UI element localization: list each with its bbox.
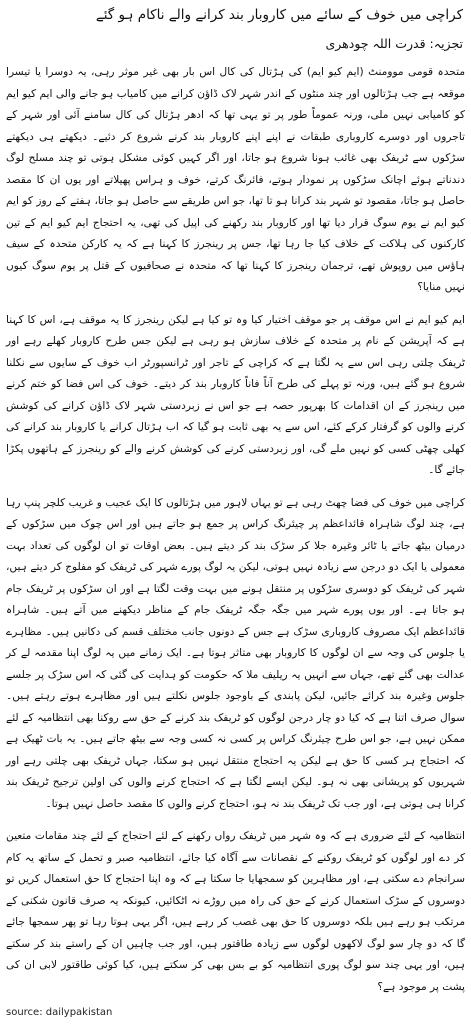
source-credit: source: dailypakistan [6, 1007, 113, 1018]
article [6, 4, 465, 1009]
article-paragraph-2: ایم کیو ایم نے اس موقف پر جو موقف اختیار کیا وہ تو کیا ہے لیکن رینجرز کا یہ موقف ہے، اس کا کہنا ہے کہ آپریشن کے نام پر متحدہ کے خلاف سازش ہو رہی ہے لیکن جس طرح کاروبار کھلے رہے اور ٹریفک چلتی رہی اس سے یہ لگتا ہے کہ کراچی کے تاجر اور ٹرانسپورٹر اب خوف کے سایوں سے نکلنا شروع ہو گئے ہیں، ورنہ تو پہلے کی طرح آناً فاناً کاروبار بند کر دیتے۔ خوف کی اس فضا کو ختم کرنے میں رینجرز کے ان اقدامات کا بھرپور حصہ ہے جو اس نے زبردستی شہر لاک ڈاؤن کرانے کی کوشش کرنے والوں کو گرفتار کرکے کئے، اس سے یہ بھی ثابت ہو گیا کہ اب ہڑتال کرانے یا کاروبار بند کرانے کی کھلی چھٹی کسی کو نہیں ملے گی، اور زبردستی کرنے کی کوشش کرنے والے کو رینجرز کے ہاتھوں پکڑا جائے گا۔ [6, 313, 465, 476]
article-paragraph-1: متحدہ قومی موومنٹ (ایم کیو ایم) کی ہڑتال کی کال اس بار بھی غیر موثر رہی، یہ دوسرا یا تیسرا موقعہ ہے جب ہڑتالوں اور چند منٹوں کے اندر شہر لاک ڈاؤن کرانے میں کامیاب ہو جانے والی ایم کیو ایم کو کامیابی نہیں ملی، ورنہ عموماً طور پر تو یہی تھا کہ ادھر ہڑتال کی کال سامنے آئی اور شہر کے تاجروں اور دوسرے کاروباری طبقات نے اپنے اپنے کاروبار بند کرنے شروع کر دئیے۔ دیکھتے ہی دیکھتے سڑکوں سے ٹریفک بھی غائب ہونا شروع ہو جاتا، اور اگر کہیں کوئی مشکل ہوتی تو چند مسلح لوگ دندناتے ہوئے اچانک سڑکوں پر نمودار ہوتے، فائرنگ کرتے، خوف و ہراس پھیلاتے اور یوں ان کا مقصد حاصل ہو جاتا، مقصود تو شہر بند کرانا ہو تا تھا، جو اس طریقے سے حاصل ہو جاتا، ہفتے کے روز کو ایم کیو ایم نے یوم سوگ قرار دیا تھا اور کاروبار بند رکھنے کی اپیل کی تھی، یہ احتجاج ایم کیو ایم کے تین کارکنوں کی ہلاکت کے خلاف کیا جا رہا تھا، جس پر رینجرز کا کہنا ہے کہ یہ کارکن متحدہ کے سیف ہاؤس میں روپوش تھے، ترجمان رینجرز کا کہنا تھا کہ متحدہ نے صحافیوں کے قتل پر یوم سوگ کیوں نہیں منایا؟ [6, 66, 465, 293]
article-paragraph-4: انتظامیہ کے لئے ضروری ہے کہ وہ شہر میں ٹریفک رواں رکھنے کے لئے احتجاج کے لئے چند مقامات متعین کر دے اور لوگوں کو ٹریفک روکنے کے نقصانات سے آگاہ کیا جائے، انتظامیہ صبر و تحمل کے ساتھ یہ کام سرانجام دے سکتی ہے، اور مظاہرین کو سمجھایا جا سکتا ہے کہ وہ اپنا احتجاج کا حق استعمال کریں تو دوسروں کے سڑک استعمال کرنے کے حق کی راہ میں روڑے نہ اٹکائیں، کیونکہ یہ صرف قانون شکنی کے مرتکب ہو رہے ہیں بلکہ دوسروں کا حق بھی غصب کر رہے ہیں، اگر یہی ہوتا رہا تو پھر سمجھا جائے گا کہ دو چار سو لوگ لاکھوں لوگوں سے زیادہ طاقتور ہیں، اور جب چاہیں ان کے راستے بند کر سکتے ہیں، اور یہی چند سو لوگ پوری انتظامیہ کو بے بس بھی کر سکتے ہیں، کیا کوئی طاقتور لابی ان کی پشت پر موجود ہے؟ [6, 830, 465, 993]
article-paragraph-3: کراچی میں خوف کی فضا چھٹ رہی ہے تو یہاں لاہور میں ہڑتالوں کا ایک عجیب و غریب کلچر پنپ رہا ہے، چند لوگ شاہراہ قائداعظم پر چیئرنگ کراس پر جمع ہو جاتے ہیں اور اس چوک میں سڑکوں کے درمیان بیٹھ جاتے یا ٹائر وغیرہ جلا کر سڑک بند کر دیتے ہیں۔ بعض اوقات تو ان لوگوں کی تعداد بہت معمولی یا ایک دو درجن سے زیادہ نہیں ہوتی، لیکن یہ لوگ پورے شہر کی ٹریفک کو مفلوج کر دیتے ہیں، شہر کی ٹریفک کو دوسری سڑکوں پر منتقل ہونے میں بہت وقت لگتا ہے اور ان سڑکوں پر ٹریفک جام ہو جاتا ہے۔ اور یوں پورے شہر میں جگہ جگہ ٹریفک جام کے مناظر دیکھنے میں آتے ہیں۔ شاہراہ قائداعظم ایک مصروف کاروباری سڑک ہے جس کے دونوں جانب مختلف قسم کی دکانیں ہیں۔ مظاہرے یا جلوس کی وجہ سے ان لوگوں کا کاروبار بھی متاثر ہوتا ہے۔ ایک زمانے میں یہ لوگ اپنا مقدمہ لے کر عدالت بھی گئے تھے، جہاں سے انہیں یہ ریلیف ملا کہ حکومت کو ہدایت کی گئی کہ اس سڑک پر جلسے جلوس وغیرہ بند کرائے جائیں، لیکن پابندی کے باوجود جلوس نکلتے ہیں اور مظاہرے ہوتے رہتے ہیں۔ سوال صرف اتنا ہے کہ کیا دو چار درجن لوگوں کو ٹریفک بند کرنے کے حق سے روکنا بھی انتظامیہ کے لئے ممکن نہیں ہے، جو اس طرح چیئرنگ کراس پر کسی نہ کسی وجہ سے بیٹھ جاتے ہیں۔ یہ بات ٹھیک ہے کہ احتجاج ہر کسی کا حق ہے لیکن یہ احتجاج منتقل نہیں ہو سکتا، جہاں ٹریفک بھی چلتی رہے اور شہریوں کو پریشانی بھی نہ ہو۔ لیکن ایسے لگتا ہے کہ احتجاج کرنے والوں کی اولین ترجیح ٹریفک بند کرانا ہی ہوتی ہے، اور جب تک ٹریفک بند نہ ہو، احتجاج کرنے والوں کا مقصد حاصل نہیں ہوتا۔ [6, 496, 465, 810]
byline: تجزیہ: قدرت اللہ چودھری [325, 36, 463, 51]
headline: کراچی میں خوف کے سائے میں کاروبار بند کرانے والے ناکام ہو گئے [95, 7, 463, 23]
